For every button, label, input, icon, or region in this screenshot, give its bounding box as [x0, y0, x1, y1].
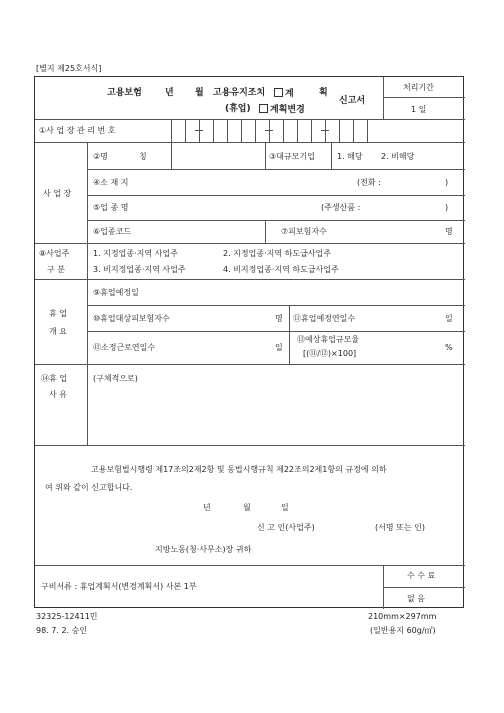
- row-divider: [35, 279, 465, 280]
- ratio-formula: [(⑪/⑫)×100]: [303, 349, 357, 358]
- name-label2: 칭: [139, 152, 147, 161]
- form-code: 32325-12411민: [36, 612, 98, 621]
- row-divider: [87, 169, 465, 170]
- col-divider: [331, 142, 332, 169]
- title-year: 년: [165, 88, 174, 98]
- number-box-divider: [185, 119, 186, 142]
- plan-change-checkbox[interactable]: [259, 104, 268, 113]
- declaration-text2: 여 위와 같이 신고합니다.: [45, 483, 133, 492]
- col-divider: [87, 142, 88, 445]
- row-divider: [35, 565, 465, 566]
- row-divider: [87, 305, 465, 306]
- approval-date: 98. 7. 2. 승인: [36, 626, 88, 635]
- plan-checkbox[interactable]: [274, 88, 283, 97]
- col-divider: [289, 305, 290, 364]
- closure-section-label2: 개 요: [49, 327, 67, 336]
- number-dash: [321, 130, 329, 131]
- title-plan-label: 계: [285, 89, 294, 99]
- number-box-divider: [213, 119, 214, 142]
- title-report: 신고서: [339, 96, 366, 106]
- number-box-divider: [297, 119, 298, 142]
- ratio-unit: %: [445, 343, 453, 352]
- processing-value: 1 일: [411, 105, 427, 114]
- number-box-divider: [311, 119, 312, 142]
- col-divider: [171, 142, 172, 169]
- product-label: (주생산품 :: [321, 203, 361, 212]
- number-box-divider: [227, 119, 228, 142]
- title-insurance: 고용보험: [107, 88, 142, 98]
- large-option-yes[interactable]: 1. 해당: [337, 152, 363, 161]
- number-box-divider: [255, 119, 256, 142]
- large-company-label: ③대규모기업: [269, 152, 315, 161]
- row-divider: [383, 587, 465, 588]
- product-close: ): [445, 203, 449, 212]
- employer-type-label2: 구 분: [47, 265, 65, 274]
- address-label: ④소 재 지: [93, 178, 129, 187]
- reason-label2: 사 유: [49, 390, 67, 399]
- number-dash: [195, 130, 203, 131]
- insured-count-unit: 명: [445, 227, 453, 236]
- closure-days-unit: 일: [445, 314, 453, 323]
- phone-label: (전화 :: [357, 178, 381, 187]
- col-divider: [265, 220, 266, 243]
- workplace-number-label: ①사 업 장 관 리 번 호: [39, 126, 116, 135]
- phone-close: ): [445, 178, 449, 187]
- ratio-label: ⑬예상휴업규모율: [297, 335, 360, 344]
- employer-type-option-3[interactable]: 3. 비지정업종·지역 사업주: [93, 265, 186, 274]
- workdays-unit: 일: [275, 343, 283, 352]
- title-month: 월: [195, 88, 204, 98]
- number-box-divider: [339, 119, 340, 142]
- reporter-label: 신 고 인(사업주): [257, 523, 315, 532]
- office-label: 지방노동(청·사무소)장 귀하: [155, 545, 252, 554]
- closure-days-label: ⑪휴업예정연일수: [293, 314, 356, 323]
- fee-value: 없 음: [407, 594, 425, 603]
- number-box-divider: [283, 119, 284, 142]
- col-divider: [383, 77, 384, 119]
- declaration-day: 일: [281, 503, 289, 512]
- insured-count-label: ⑦피보험자수: [281, 227, 327, 236]
- closure-section-label1: 휴 업: [49, 309, 67, 318]
- row-divider: [35, 119, 465, 120]
- number-dash: [265, 130, 273, 131]
- row-divider: [35, 364, 465, 365]
- fee-label: 수 수 료: [407, 571, 436, 580]
- row-divider: [35, 243, 465, 244]
- number-box-divider: [367, 119, 368, 142]
- col-divider: [383, 565, 384, 609]
- processing-label: 처리기간: [403, 83, 434, 92]
- attachments-label: 구비서류 : 휴업계획서(변경계획서) 사본 1부: [41, 582, 197, 591]
- paper-size: 210mm×297mm: [368, 612, 437, 621]
- title-plan-option: [272, 88, 294, 99]
- declaration-text1: 고용보험법시행령 제17조의2제2항 및 동법시행규칙 제22조의2제1항의 규정에 의하: [91, 465, 387, 474]
- row-divider: [383, 97, 465, 98]
- reason-hint: (구체적으로): [93, 374, 138, 383]
- title-plan-change-label: 계획변경: [270, 105, 305, 115]
- employer-type-option-1[interactable]: 1. 지정업종·지역 사업주: [93, 249, 178, 258]
- row-divider: [35, 142, 465, 143]
- business-label: ⑤업 종 명: [93, 203, 129, 212]
- closure-date-label: ⑨휴업예정일: [93, 288, 139, 297]
- number-box-divider: [171, 119, 172, 142]
- row-divider: [87, 331, 465, 332]
- workplace-section-label: 사 업 장: [43, 189, 72, 198]
- closure-target-unit: 명: [275, 314, 283, 323]
- title-plan-label2: 획: [319, 88, 328, 98]
- reason-label1: ⑭휴 업: [41, 374, 67, 383]
- row-divider: [87, 220, 465, 221]
- employer-type-label1: ⑧사업주: [39, 249, 70, 258]
- large-option-no[interactable]: 2. 비해당: [381, 152, 415, 161]
- closure-target-label: ⑩휴업대상피보험자수: [93, 314, 170, 323]
- employer-type-option-4[interactable]: 4. 비지정업종·지역 하도급사업주: [223, 265, 339, 274]
- row-divider: [35, 445, 465, 446]
- form-number-label: [별지 제25호서식]: [36, 64, 102, 73]
- workdays-label: ⑫소정근로연일수: [93, 343, 156, 352]
- declaration-year: 년: [203, 503, 211, 512]
- paper-type: (일반용지 60g/㎡): [370, 626, 436, 635]
- name-label: ②명: [93, 152, 108, 161]
- employer-type-option-2[interactable]: 2. 지정업종·지역 하도급사업주: [223, 249, 331, 258]
- row-divider: [87, 195, 465, 196]
- number-box-divider: [241, 119, 242, 142]
- title-measure: 고용유지조치: [213, 88, 266, 98]
- signature-label: (서명 또는 인): [375, 523, 425, 532]
- report-form: [34, 76, 464, 608]
- title-plan-change-option: [257, 104, 305, 115]
- col-divider: [265, 142, 266, 169]
- declaration-month: 월: [243, 503, 251, 512]
- title-closure: (휴업): [225, 104, 251, 114]
- industry-code-label: ⑥업종코드: [93, 227, 132, 236]
- number-box-divider: [353, 119, 354, 142]
